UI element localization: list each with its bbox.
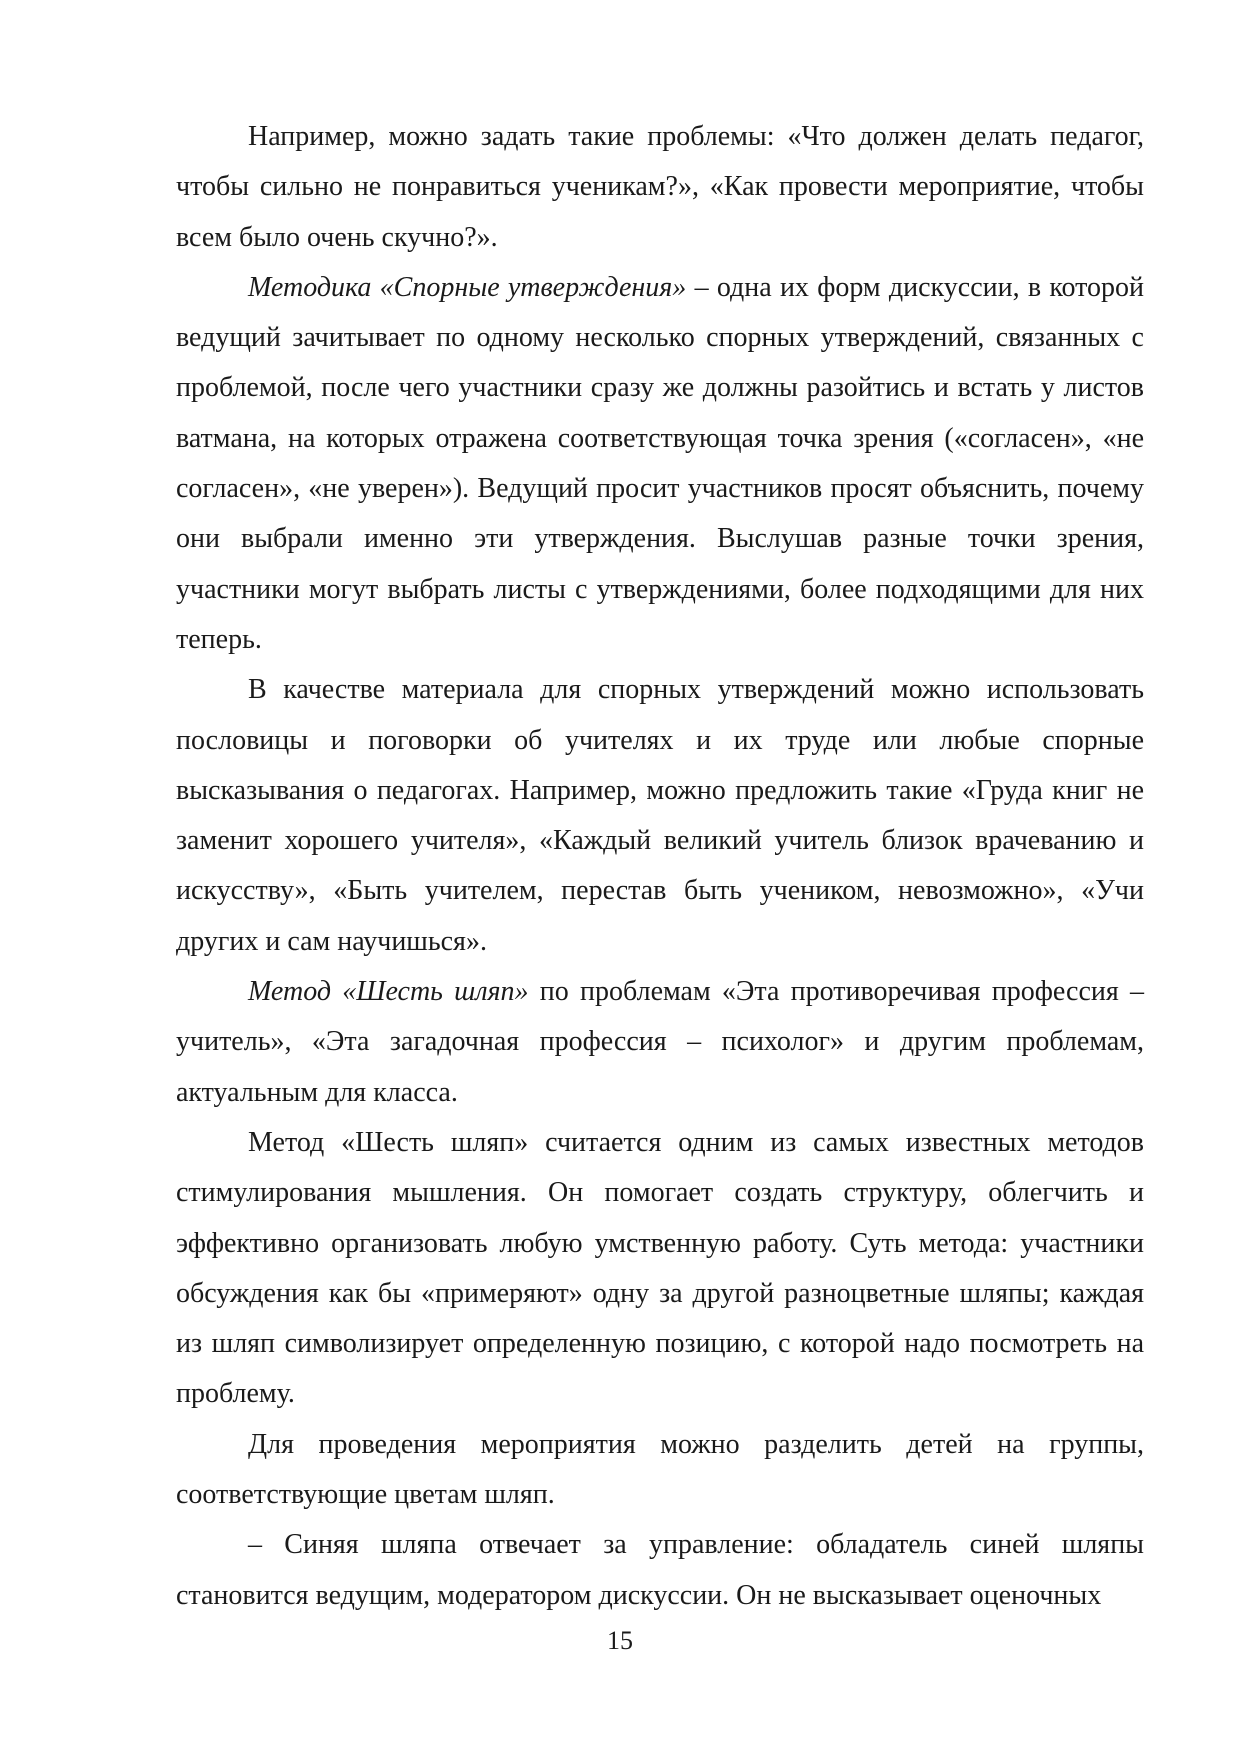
- paragraph-5-text: Метод «Шесть шляп» считается одним из самых известных методов стимулирования мышления. Он помогает создать структуру, облегчить и эффективно организовать любую умственную работу. Суть метода: участники обсуждения как бы «примеряют» одну за другой разноцветные шляпы; каждая из шляп символизирует определенную позицию, с которой надо посмотреть на проблему.: [176, 1126, 1144, 1410]
- paragraph-3: [176, 665, 1144, 967]
- paragraph-2: [176, 263, 1144, 665]
- paragraph-7-text: – Синяя шляпа отвечает за управление: обладатель синей шляпы становится ведущим, модератором дискуссии. Он не высказывает оценочных: [176, 1529, 1144, 1611]
- paragraph-4-lead: Метод «Шесть шляп»: [248, 976, 529, 1008]
- paragraph-1-text: Например, можно задать такие проблемы: «Что должен делать педагог, чтобы сильно не понравиться ученикам?», «Как провести мероприятие, чтобы всем было очень скучно?».: [176, 121, 1144, 253]
- document-body: [176, 112, 1144, 1621]
- paragraph-4-text: по проблемам «Эта противоречивая профессия – учитель», «Эта загадочная профессия – психолог» и другим проблемам, актуальным для класса.: [176, 976, 1145, 1108]
- paragraph-6-text: Для проведения мероприятия можно разделить детей на группы, соответствующие цветам шляп.: [176, 1428, 1144, 1511]
- paragraph-1: [176, 112, 1144, 263]
- paragraph-3-text: В качестве материала для спорных утверждений можно использовать пословицы и поговорки об учителях и их труде или любые спорные высказывания о педагогах. Например, можно предложить такие «Груда книг не заменит хорошего учителя», «Каждый великий учитель близок врачеванию и искусству», «Быть учителем, перестав быть учеником, невозможно», «Учи других и сам научишься».: [176, 674, 1144, 957]
- paragraph-6: [176, 1420, 1144, 1521]
- paragraph-7: [176, 1520, 1144, 1621]
- paragraph-2-lead: Методика «Спорные утверждения»: [248, 271, 687, 303]
- paragraph-2-text: – одна их форм дискуссии, в которой ведущий зачитывает по одному несколько спорных утверждений, связанных с проблемой, после чего участники сразу же должны разойтись и встать у листов ватмана, на которых отражена соответствующая точка зрения («согласен», «не согласен», «не уверен»). Ведущий просит участников просят объяснить, почему они выбрали именно эти утверждения. Выслушав разные точки зрения, участники могут выбрать листы с утверждениями, более подходящими для них теперь.: [176, 271, 1144, 655]
- paragraph-5: [176, 1118, 1144, 1420]
- page-number: 15: [607, 1626, 633, 1655]
- paragraph-4: [176, 967, 1144, 1118]
